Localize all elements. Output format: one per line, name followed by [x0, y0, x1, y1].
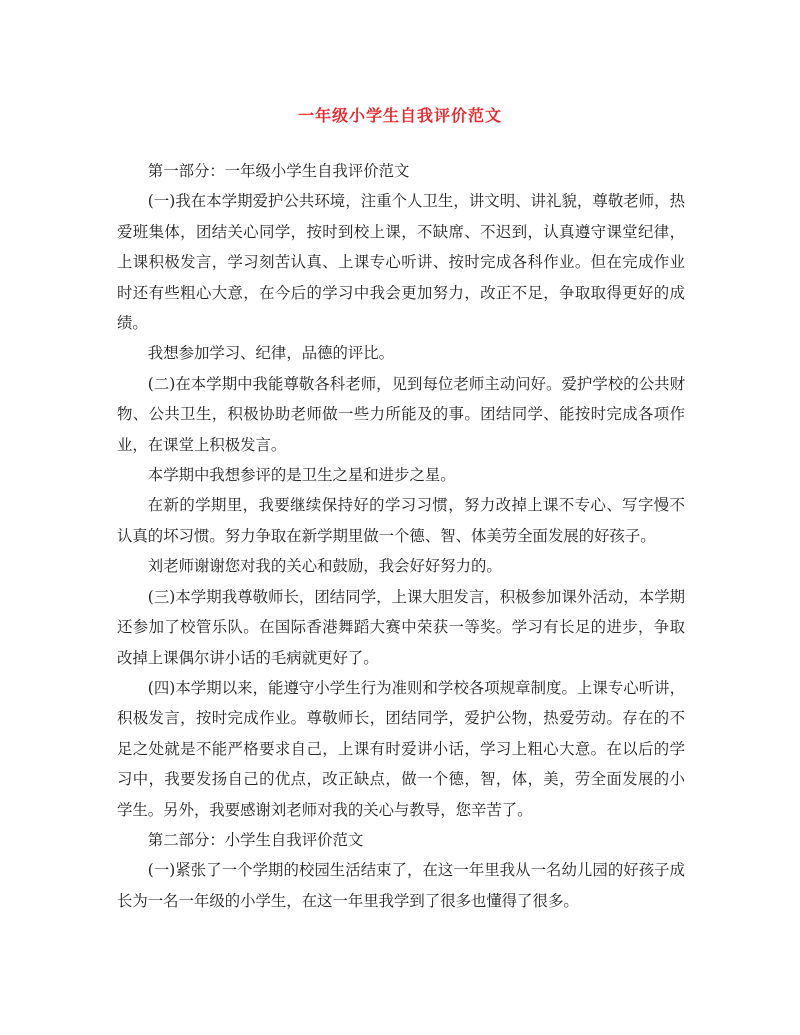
paragraph: (三)本学期我尊敬师长，团结同学，上课大胆发言，积极参加课外活动，本学期还参加了校管乐队。在国际香港舞蹈大赛中荣获一等奖。学习有长足的进步，争取改掉上课偶尔讲小话的毛病就更好了。	[117, 587, 685, 667]
paragraph: (二)在本学期中我能尊敬各科老师，见到每位老师主动问好。爱护学校的公共财物、公共卫生，积极协助老师做一些力所能及的事。团结同学、能按时完成各项作业，在课堂上积极发言。	[117, 374, 685, 454]
section-heading-part-one: 第一部分：一年级小学生自我评价范文	[147, 162, 410, 180]
paragraph: 我想参加学习、纪律，品德的评比。	[147, 344, 395, 363]
document-body	[117, 156, 685, 916]
paragraph: (一)紧张了一个学期的校园生活结束了，在这一年里我从一名幼儿园的好孩子成长为一名一年级的小学生，在这一年里我学到了很多也懂得了很多。	[117, 861, 685, 910]
paragraph: (一)我在本学期爱护公共环境，注重个人卫生，讲文明、讲礼貌，尊敬老师，热爱班集体，团结关心同学，按时到校上课，不缺席、不迟到，认真遵守课堂纪律，上课积极发言，学习刻苦认真、上课专心听讲、按时完成各科作业。但在完成作业时还有些粗心大意，在今后的学习中我会更加努力，改正不足，争取取得更好的成绩。	[117, 192, 685, 333]
paragraph: (四)本学期以来，能遵守小学生行为准则和学校各项规章制度。上课专心听讲，积极发言，按时完成作业。尊敬师长，团结同学，爱护公物，热爱劳动。存在的不足之处就是不能严格要求自己，上课有时爱讲小话，学习上粗心大意。在以后的学习中，我要发扬自己的优点，改正缺点，做一个德，智，体，美，劳全面发展的小学生。另外，我要感谢刘老师对我的关心与教导，您辛苦了。	[117, 678, 685, 819]
paragraph: 刘老师谢谢您对我的关心和鼓励，我会好好努力的。	[147, 557, 502, 576]
paragraph: 本学期中我想参评的是卫生之星和进步之星。	[147, 466, 456, 485]
paragraph: 在新的学期里，我要继续保持好的学习习惯，努力改掉上课不专心、写字慢不认真的坏习惯。努力争取在新学期里做一个德、智、体美劳全面发展的好孩子。	[117, 496, 685, 545]
document-title: 一年级小学生自我评价范文	[297, 106, 502, 125]
section-heading-part-two: 第二部分：小学生自我评价范文	[147, 830, 364, 849]
